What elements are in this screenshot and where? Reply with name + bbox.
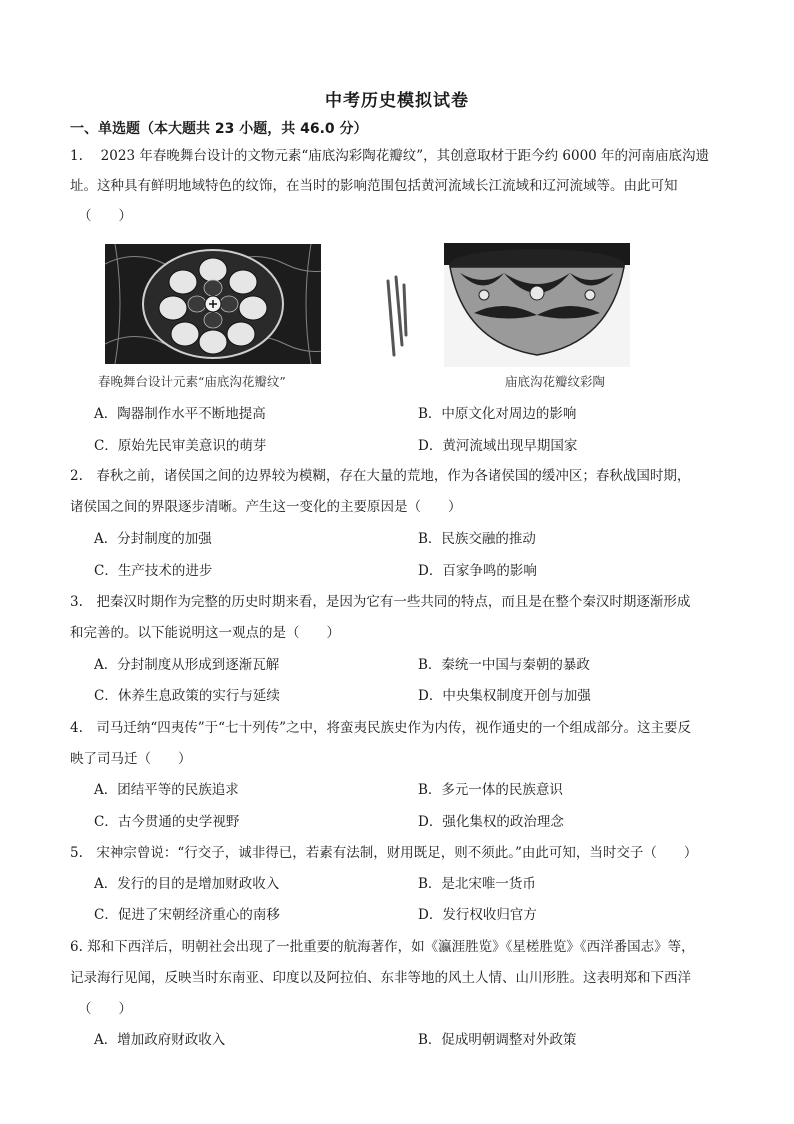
question-2-line-1: 2. 春秋之前，诸侯国之间的边界较为模糊，存在大量的荒地，作为各诸侯国的缓冲区；春秋战国时期， bbox=[70, 468, 691, 484]
question-6-line-1: 6. 郑和下西洋后，明朝社会出现了一批重要的航海著作，如《瀛涯胜览》《星槎胜览》《西洋番国志》等， bbox=[70, 939, 695, 955]
stage-design-petal-pattern-image bbox=[105, 244, 321, 364]
question-6-option-a[interactable]: A．增加政府财政收入 bbox=[94, 1032, 226, 1048]
question-1-option-c[interactable]: C．原始先民审美意识的萌芽 bbox=[94, 438, 267, 454]
question-4-line-2: 映了司马迁（ ） bbox=[70, 751, 192, 767]
question-4-option-b[interactable]: B．多元一体的民族意识 bbox=[418, 782, 563, 798]
question-2-option-a[interactable]: A．分封制度的加强 bbox=[94, 531, 212, 547]
question-5-option-c[interactable]: C．促进了宋朝经济重心的南移 bbox=[94, 907, 280, 923]
question-3-option-c[interactable]: C．休养生息政策的实行与延续 bbox=[94, 688, 280, 704]
question-6-line-3: （ ） bbox=[78, 1001, 132, 1017]
question-3-option-d[interactable]: D．中央集权制度开创与加强 bbox=[418, 688, 591, 704]
question-1-option-b[interactable]: B．中原文化对周边的影响 bbox=[418, 406, 577, 422]
left-figure-caption: 春晚舞台设计元素“庙底沟花瓣纹” bbox=[98, 374, 286, 389]
question-1-line-1: 1. 2023 年春晚舞台设计的文物元素“庙底沟彩陶花瓣纹”，其创意取材于距今约 6000 年的河南庙底沟遗 bbox=[70, 148, 710, 164]
page-title: 中考历史模拟试卷 bbox=[325, 91, 469, 111]
painted-pottery-bowl-image bbox=[444, 243, 630, 367]
question-1-line-3: （ ） bbox=[78, 208, 132, 224]
question-1-line-2: 址。这种具有鲜明地域特色的纹饰，在当时的影响范围包括黄河流域长江流域和辽河流域等。由此可知 bbox=[70, 178, 678, 194]
question-2-line-2: 诸侯国之间的界限逐步清晰。产生这一变化的主要原因是（ ） bbox=[70, 499, 462, 515]
question-2-option-c[interactable]: C．生产技术的进步 bbox=[94, 563, 213, 579]
question-5-option-a[interactable]: A．发行的目的是增加财政收入 bbox=[94, 876, 280, 892]
question-2-option-d[interactable]: D．百家争鸣的影响 bbox=[418, 563, 537, 579]
question-4-option-c[interactable]: C．古今贯通的史学视野 bbox=[94, 814, 240, 830]
question-3-line-2: 和完善的。以下能说明这一观点的是（ ） bbox=[70, 625, 340, 641]
question-2-option-b[interactable]: B．民族交融的推动 bbox=[418, 531, 536, 547]
question-5-option-d[interactable]: D．发行权收归官方 bbox=[418, 907, 537, 923]
question-6-line-2: 记录海行见闻，反映当时东南亚、印度以及阿拉伯、东非等地的风土人情、山川形胜。这表明郑和下西洋 bbox=[70, 970, 691, 986]
question-1-option-a[interactable]: A．陶器制作水平不断地提高 bbox=[94, 406, 266, 422]
question-6-option-b[interactable]: B．促成明朝调整对外政策 bbox=[418, 1032, 577, 1048]
question-5-line-1: 5. 宋神宗曾说：“行交子，诚非得已，若素有法制，财用既足，则不须此。”由此可知，当时交子（ ） bbox=[70, 845, 698, 861]
question-3-option-a[interactable]: A．分封制度从形成到逐渐瓦解 bbox=[94, 657, 280, 673]
pottery-fragment-image bbox=[376, 275, 416, 365]
question-4-option-d[interactable]: D．强化集权的政治理念 bbox=[418, 814, 564, 830]
question-4-line-1: 4. 司马迁纳“四夷传”于“七十列传”之中，将蛮夷民族史作为内传，视作通史的一个组成部分。这主要反 bbox=[70, 720, 691, 736]
right-figure-caption: 庙底沟花瓣纹彩陶 bbox=[505, 374, 606, 389]
question-1-option-d[interactable]: D．黄河流域出现早期国家 bbox=[418, 438, 578, 454]
question-5-option-b[interactable]: B．是北宋唯一货币 bbox=[418, 876, 536, 892]
question-4-option-a[interactable]: A．团结平等的民族追求 bbox=[94, 782, 239, 798]
section-heading: 一、单选题（本大题共 23 小题，共 46.0 分） bbox=[70, 121, 368, 137]
question-3-line-1: 3. 把秦汉时期作为完整的历史时期来看，是因为它有一些共同的特点，而且是在整个秦汉时期逐渐形成 bbox=[70, 594, 691, 610]
question-3-option-b[interactable]: B．秦统一中国与秦朝的暴政 bbox=[418, 657, 590, 673]
